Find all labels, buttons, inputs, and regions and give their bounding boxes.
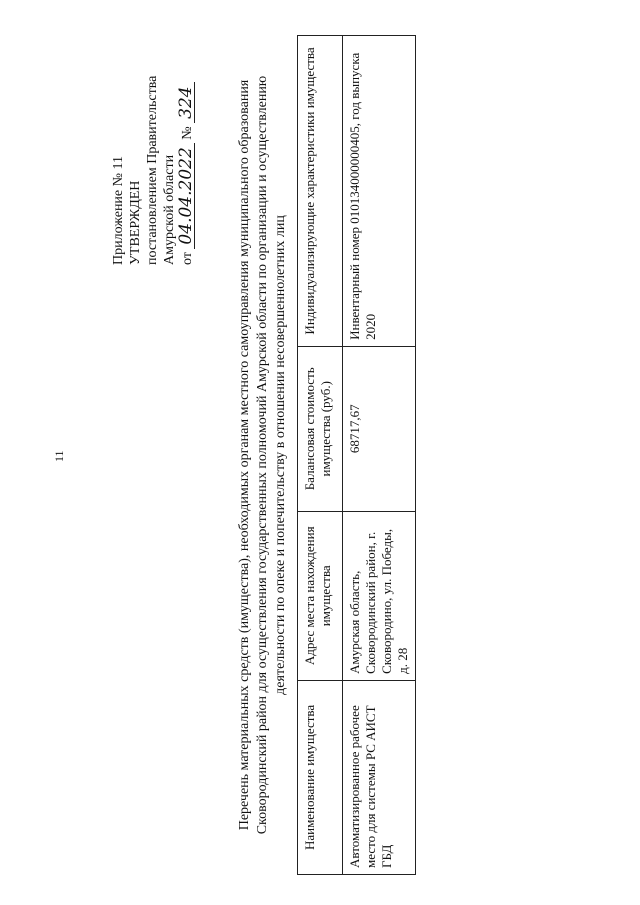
- property-table: [297, 35, 416, 875]
- header-characteristics: Индивидуализирующие характеристики имущества: [298, 36, 343, 347]
- header-name: Наименование имущества: [298, 680, 343, 874]
- handwritten-number: 324: [178, 82, 195, 122]
- date-prefix: от: [180, 252, 195, 265]
- appendix-block: [110, 76, 196, 265]
- cell-value: 68717,67: [343, 346, 416, 511]
- resolution-label: постановлением Правительства: [145, 75, 160, 265]
- handwritten-date: 04.04.2022: [178, 143, 195, 248]
- document-title: [236, 35, 290, 875]
- cell-address: Амурская область, Сковородинский район, г. Сковородино, ул. Победы, д. 28: [343, 511, 416, 680]
- date-number-line: [178, 76, 196, 265]
- header-value: Балансовая стоимость имущества (руб.): [298, 346, 343, 511]
- approved-label: УТВЕРЖДЕН: [128, 180, 143, 265]
- title-line-3: деятельности по опеке и попечительству в отношении несовершеннолетних лиц: [273, 215, 288, 695]
- region-label: Амурской области: [162, 154, 177, 265]
- appendix-label: Приложение № 11: [111, 156, 126, 265]
- cell-name: Автоматизированное рабочее место для системы РС АИСТ ГБД: [343, 680, 416, 874]
- table-header-row: [298, 36, 343, 875]
- number-prefix: №: [180, 126, 195, 140]
- page-number: 11: [52, 450, 66, 462]
- table-row: [343, 36, 416, 875]
- title-line-2: Сковородинский район для осуществления государственных полномочий Амурской области по организации и осуществлению: [255, 75, 270, 835]
- cell-characteristics: Инвентарный номер 010134000000405, год выпуска 2020: [343, 36, 416, 347]
- header-address: Адрес места нахождения имущества: [298, 511, 343, 680]
- title-line-1: Перечень материальных средств (имущества), необходимых органам местного самоуправления муниципального образования: [237, 79, 252, 831]
